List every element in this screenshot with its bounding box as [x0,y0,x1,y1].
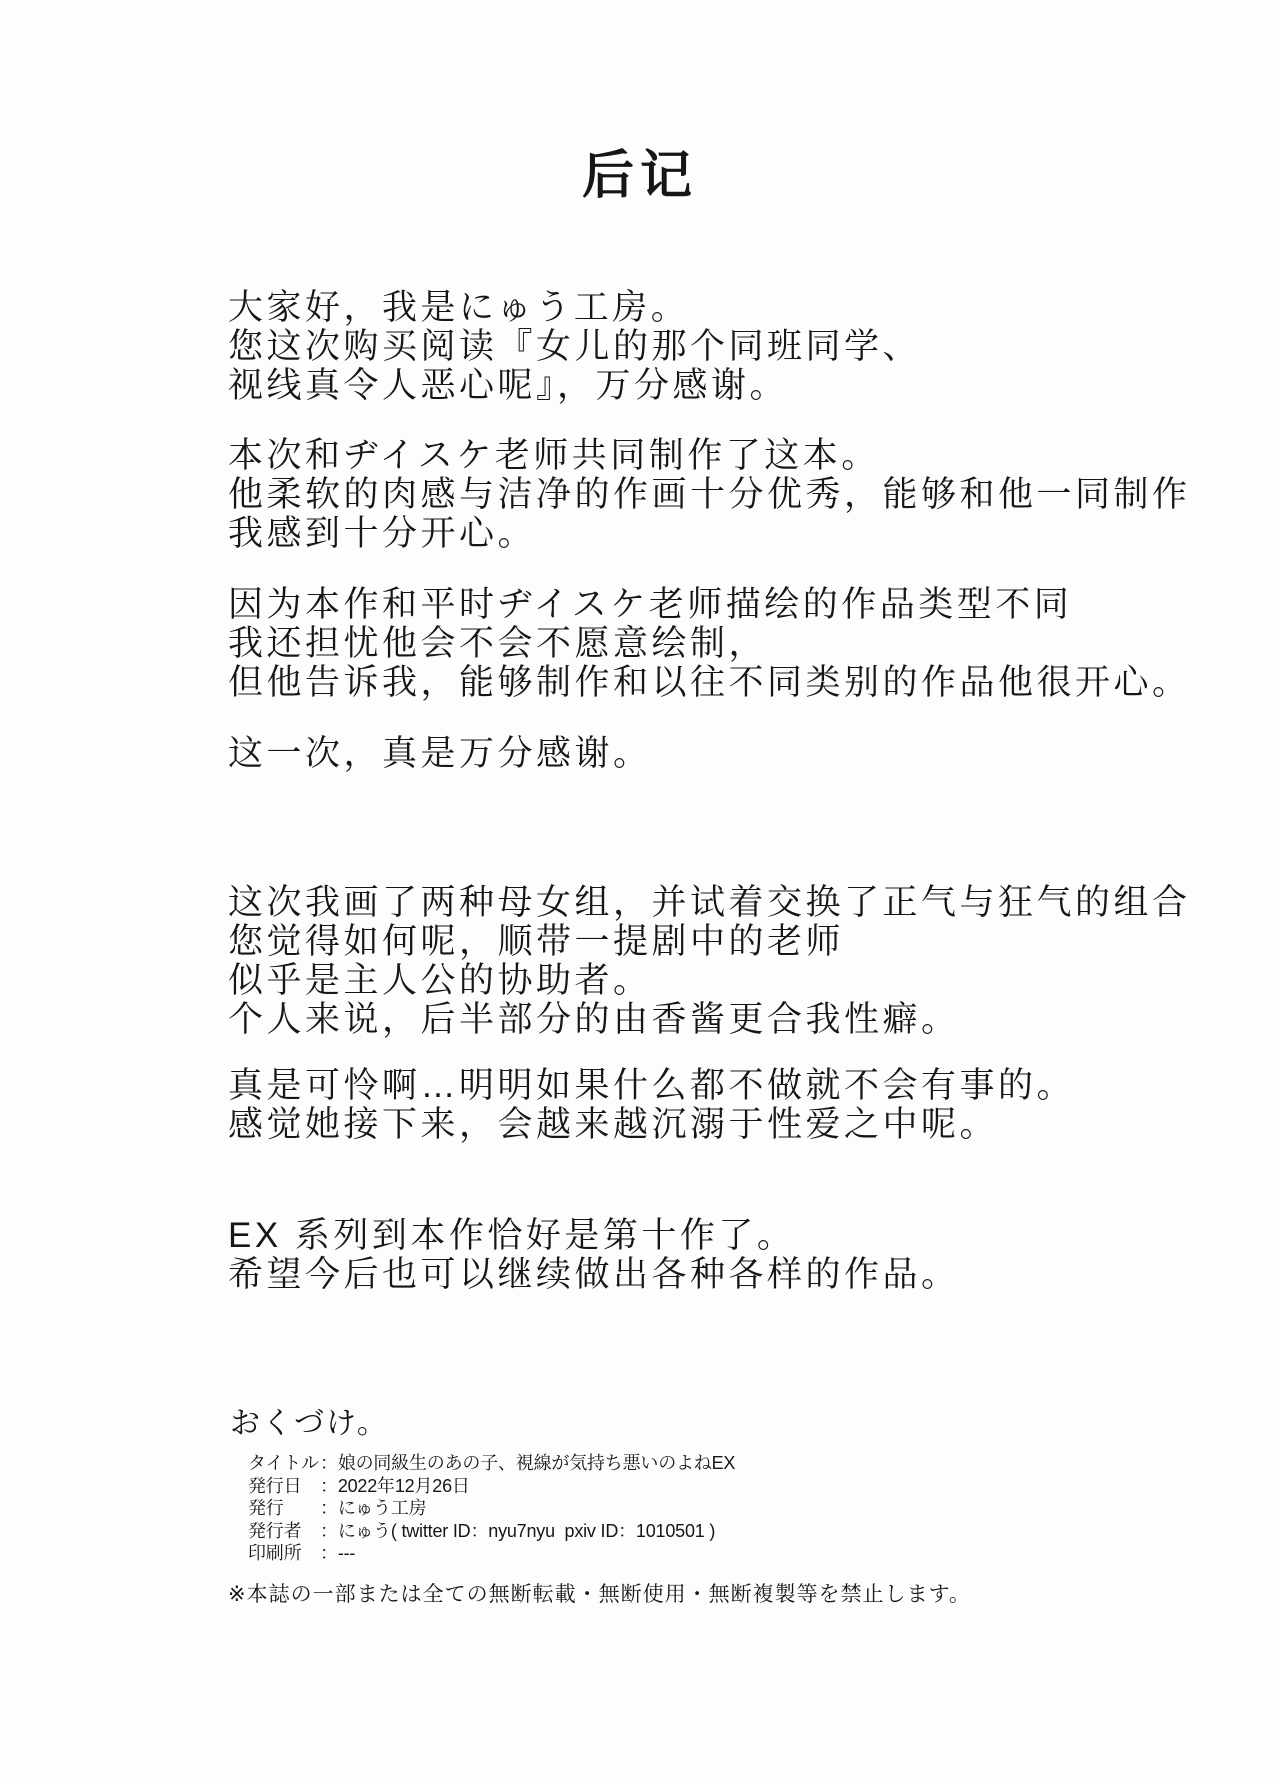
colophon-colon: ： [320,1520,338,1541]
colophon-value: 娘の同級生のあの子、視線が気持ち悪いのよねEX [337,1453,736,1473]
colophon-block [248,1452,735,1565]
colophon-row-issue-date [248,1475,735,1498]
colophon-value: にゅう工房 [337,1498,427,1518]
text-line: 我感到十分开心。 [228,514,537,553]
text-line: 您这次购买阅读『女儿的那个同班同学、 [228,327,922,366]
paragraph-worries [228,585,1191,702]
text-line: 这次我画了两种母女组，并试着交换了正气与狂气的组合 [228,883,1191,922]
paragraph-collaboration [228,436,1191,553]
text-line: 因为本作和平时ヂイスケ老师描绘的作品类型不同 [228,585,1073,624]
colophon-row-title [248,1452,735,1475]
colophon-row-author [248,1520,735,1543]
paragraph-commentary [228,1066,1075,1144]
text-line: 似乎是主人公的协助者。 [228,961,652,1000]
text-line: 感觉她接下来，会越来越沉溺于性爱之中呢。 [228,1105,999,1144]
colophon-heading: おくづけ。 [230,1407,389,1440]
colophon-colon: ： [320,1543,338,1563]
colophon-value: にゅう( twitter ID：nyu7nyu pxiv ID：1010501 ) [337,1520,716,1541]
paragraph-series-outlook [228,1216,960,1294]
page-title: 后记 [581,147,698,205]
text-line: 我还担忧他会不会不愿意绘制， [228,624,768,663]
text-line: 视线真令人恶心呢』，万分感谢。 [228,366,789,405]
colophon-colon: ： [320,1475,338,1496]
colophon-label: 発行者 [248,1520,302,1541]
colophon-row-printer [248,1542,735,1565]
text-line: 但他告诉我，能够制作和以往不同类别的作品他很开心。 [228,663,1191,702]
text-line: 真是可怜啊…明明如果什么都不做就不会有事的。 [228,1066,1076,1105]
colophon-label: 印刷所 [248,1543,302,1563]
text-line: 这一次，真是万分感谢。 [228,734,652,773]
text-line: 本次和ヂイスケ老师共同制作了这本。 [228,436,880,475]
text-line: 大家好，我是にゅう工房。 [228,288,690,327]
paragraph-story-notes [228,883,1191,1039]
text-line: 希望今后也可以继续做出各种各样的作品。 [228,1255,960,1294]
text-line: 个人来说，后半部分的由香酱更合我性癖。 [228,1000,960,1039]
text-line: 您觉得如何呢，顺带一提剧中的老师 [228,922,845,961]
paragraph-thanks [228,734,652,773]
text-line: 他柔软的肉感与洁净的作画十分优秀，能够和他一同制作 [228,475,1191,514]
colophon-label: 発行 [248,1498,284,1518]
copyright-note: ※本誌の一部または全ての無断転載・無断使用・無断複製等を禁止します。 [228,1583,971,1606]
paragraph-greeting [228,288,921,405]
colophon-value: 2022年12月26日 [337,1475,470,1496]
colophon-colon: ： [320,1498,338,1518]
text-line: EX 系列到本作恰好是第十作了。 [228,1216,796,1255]
colophon-label: 発行日 [248,1475,302,1496]
colophon-value: --- [337,1543,356,1563]
colophon-colon: ： [320,1453,338,1473]
colophon-label: タイトル [248,1453,319,1473]
colophon-row-publisher [248,1497,735,1520]
